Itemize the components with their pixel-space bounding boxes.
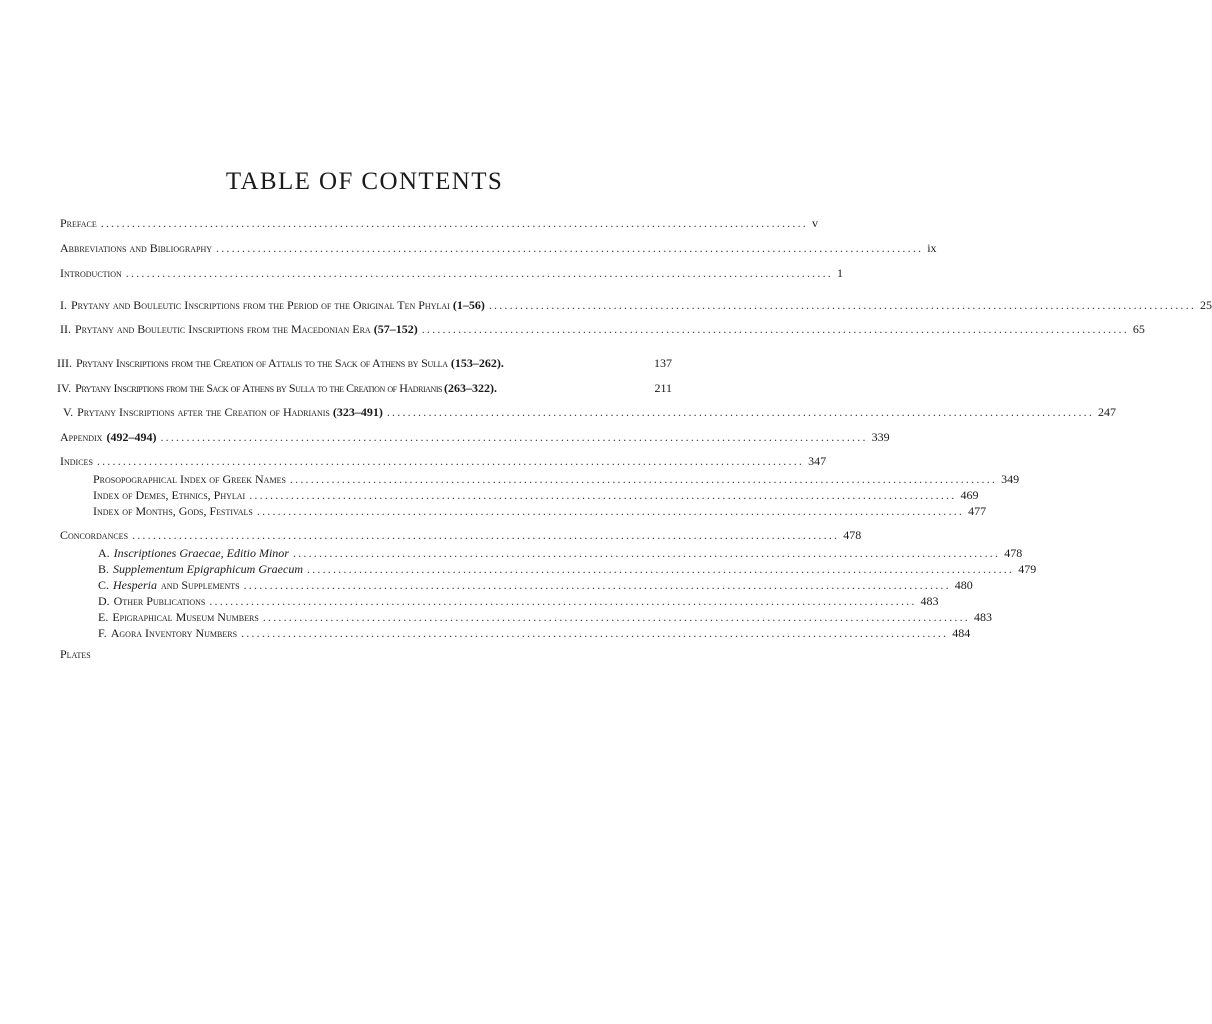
toc-entry-preface[interactable] <box>60 215 818 231</box>
toc-entry-index-months[interactable] <box>93 503 987 519</box>
toc-entry-chapter-5[interactable] <box>63 404 1117 420</box>
toc-entry-chapter-3[interactable] <box>57 355 672 371</box>
toc-label: Prosopographical Index of Greek Names <box>93 472 286 486</box>
toc-page-number: 484 <box>952 626 971 640</box>
toc-page-number: v <box>811 216 818 230</box>
toc-entry-introduction[interactable] <box>60 265 843 281</box>
toc-label: Index of Demes, Ethnics, Phylai <box>93 488 246 502</box>
toc-page-number: 349 <box>1001 472 1020 486</box>
toc-label: Abbreviations and Bibliography <box>60 241 213 255</box>
toc-label: Index of Months, Gods, Festivals <box>93 504 253 518</box>
leader-dots: ........................................................................................................................................ <box>306 562 1015 576</box>
leader-dots: ........................................................................................................................................ <box>249 488 957 502</box>
toc-range: (323–491) <box>332 405 383 419</box>
leader-dots: ........................................................................................................................................ <box>488 298 1197 312</box>
toc-page-number: 1 <box>836 266 843 280</box>
toc-entry-concordances[interactable] <box>60 527 862 543</box>
leader-dots: ........................................................................................................................................ <box>289 472 998 486</box>
toc-entry-concordance-e[interactable] <box>98 609 993 625</box>
toc-label: Agora Inventory Numbers <box>110 626 238 640</box>
toc-label-suffix: and Supplements <box>161 578 240 592</box>
toc-entry-prosopographical-index[interactable] <box>93 471 1020 487</box>
section-letter: B. <box>98 562 110 576</box>
toc-label: Indices <box>60 454 93 468</box>
section-letter: A. <box>98 546 110 560</box>
toc-entry-plates[interactable]: Plates <box>60 647 91 661</box>
toc-entry-concordance-a[interactable] <box>98 545 1023 561</box>
leader-dots: ........................................................................................................................................ <box>96 454 805 468</box>
chapter-number: I. <box>60 298 67 312</box>
toc-entry-chapter-4[interactable] <box>57 380 672 396</box>
toc-label: Prytany and Bouleutic Inscriptions from the Macedonian Era <box>75 322 371 336</box>
toc-entry-appendix[interactable] <box>60 429 890 445</box>
toc-entry-concordance-b[interactable] <box>98 561 1037 577</box>
toc-page-number: 478 <box>843 528 862 542</box>
chapter-number: V. <box>63 405 74 419</box>
section-letter: C. <box>98 578 110 592</box>
toc-page-number: 339 <box>871 430 890 444</box>
toc-range: (1–56) <box>452 298 485 312</box>
toc-entry-chapter-2[interactable] <box>60 321 1145 337</box>
toc-label: Hesperia <box>113 578 158 592</box>
toc-page-number: 483 <box>920 594 939 608</box>
toc-label: Concordances <box>60 528 129 542</box>
toc-page-number: 347 <box>808 454 827 468</box>
toc-entry-concordance-d[interactable] <box>98 593 939 609</box>
toc-page-number: 137 <box>654 356 672 370</box>
toc-entry-index-demes[interactable] <box>93 487 979 503</box>
toc-page-number: 469 <box>960 488 979 502</box>
leader-dots: ........................................................................................................................................ <box>125 266 833 280</box>
toc-entry-indices[interactable] <box>60 453 827 469</box>
page-title: TABLE OF CONTENTS <box>225 168 504 195</box>
toc-label: Preface <box>60 216 97 230</box>
leader-dots: ........................................................................................................................................ <box>243 578 951 592</box>
toc-range: (263–322). <box>444 381 498 395</box>
toc-label: Introduction <box>60 266 122 280</box>
toc-page-number: 478 <box>1004 546 1023 560</box>
toc-label: Appendix <box>60 430 103 444</box>
toc-entry-concordance-f[interactable] <box>98 625 971 641</box>
leader-dots: ........................................................................................................................................ <box>386 405 1095 419</box>
chapter-number: II. <box>60 322 71 336</box>
leader-dots: ........................................................................................................................................ <box>256 504 965 518</box>
toc-entry-chapter-1[interactable] <box>60 297 1212 313</box>
toc-label: Other Publications <box>113 594 206 608</box>
toc-label: Prytany Inscriptions from the Creation of Attalis to the Sack of Athens by Sulla <box>76 356 448 370</box>
toc-label: Prytany Inscriptions from the Sack of Athens by Sulla to the Creation of Hadrianis <box>75 381 443 395</box>
toc-label: Prytany and Bouleutic Inscriptions from the Period of the Original Ten Phylai <box>71 298 450 312</box>
toc-page-number: 479 <box>1018 562 1037 576</box>
toc-page-number: 25 <box>1200 298 1212 312</box>
section-letter: D. <box>98 594 110 608</box>
toc-page-number: 480 <box>954 578 973 592</box>
section-letter: F. <box>98 626 107 640</box>
leader-dots: ........................................................................................................................................ <box>241 626 949 640</box>
toc-page-number: 483 <box>974 610 993 624</box>
leader-dots: ........................................................................................................................................ <box>100 216 808 230</box>
leader-dots: ........................................................................................................................................ <box>216 241 924 255</box>
leader-dots: ........................................................................................................................................ <box>132 528 840 542</box>
section-letter: E. <box>98 610 109 624</box>
toc-label: Inscriptiones Graecae, Editio Minor <box>113 546 289 560</box>
leader-dots: ........................................................................................................................................ <box>292 546 1001 560</box>
toc-range: (57–152) <box>373 322 418 336</box>
toc-range: (153–262). <box>450 356 504 370</box>
chapter-number: III. <box>57 356 72 370</box>
toc-label: Supplementum Epigraphicum Graecum <box>113 562 303 576</box>
chapter-number: IV. <box>57 381 72 395</box>
toc-page-number: 247 <box>1098 405 1117 419</box>
toc-entry-abbreviations[interactable] <box>60 240 937 256</box>
leader-dots: ........................................................................................................................................ <box>262 610 971 624</box>
leader-dots: ........................................................................................................................................ <box>160 430 868 444</box>
toc-entry-concordance-c[interactable] <box>98 577 973 593</box>
toc-page-number: 211 <box>654 381 672 395</box>
leader-dots: ........................................................................................................................................ <box>209 594 917 608</box>
toc-label: Prytany Inscriptions after the Creation of Hadrianis <box>77 405 330 419</box>
toc-range: (492–494) <box>106 430 157 444</box>
toc-page-number: 477 <box>968 504 987 518</box>
toc-label: Epigraphical Museum Numbers <box>112 610 259 624</box>
toc-page-number: ix <box>927 241 937 255</box>
toc-page-number: 65 <box>1132 322 1145 336</box>
leader-dots: ........................................................................................................................................ <box>421 322 1129 336</box>
